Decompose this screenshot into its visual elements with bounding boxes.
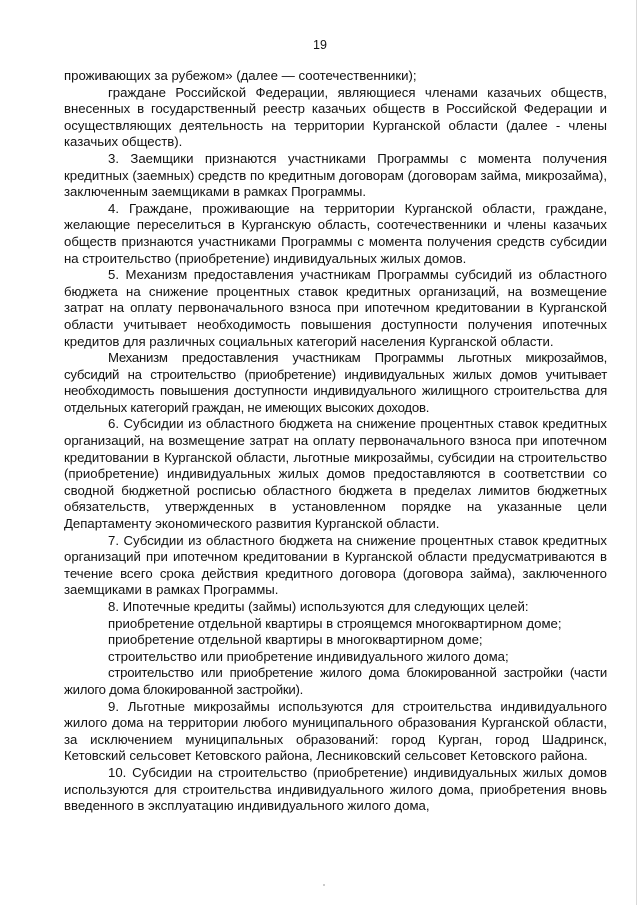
list-item-blocked-house: строительство или приобретение жилого дома блокированной застройки (части жилого дома блокированной застройки). (64, 665, 607, 697)
page-number: 19 (313, 38, 327, 52)
scan-edge-line (636, 0, 637, 905)
scan-speck (323, 884, 325, 886)
paragraph-compatriots-end: проживающих за рубежом» (далее — соотечественники); (64, 68, 417, 83)
paragraph-8-mortgage-purposes: 8. Ипотечные кредиты (займы) используются для следующих целей: (108, 599, 529, 614)
paragraph-3-borrowers: 3. Заемщики признаются участниками Программы с момента получения кредитных (заемных) средств по кредитным договорам (договорам займа, микрозайма), заключенным заемщиками в рамках Программы. (64, 150, 607, 200)
paragraph-7-subsidies-term: 7. Субсидии из областного бюджета на снижение процентных ставок кредитных организаций при ипотечном кредитовании в Курганской области предусматриваются в течение всего срока действия кредитного договора (договора займа), заключенного заемщиками в рамках Программы. (64, 532, 607, 598)
paragraph-6-subsidies: 6. Субсидии из областного бюджета на снижение процентных ставок кредитных организаций, на возмещение затрат на оплату первоначального взноса при ипотечном кредитовании в Курганской области, льготные микрозаймы, субсидии на строительство (приобретение) индивидуальных жилых домов предоставляются в соответствии со сводной бюджетной росписью областного бюджета в пределах лимитов бюджетных обязательств, утвержденных в установленном порядке на указанные цели Департаменту экономического развития Курганской области. (64, 416, 607, 532)
paragraph-cossack-members: граждане Российской Федерации, являющиеся членами казачьих обществ, внесенных в государственный реестр казачьих обществ в Российской Федерации и осуществляющих деятельность на территории Курганской области (далее - члены казачьих обществ). (64, 84, 607, 150)
paragraph-4-citizens: 4. Граждане, проживающие на территории Курганской области, граждане, желающие переселиться в Курганскую область, соотечественники и члены казачьих обществ признаются участниками Программы с момента получения средств субсидии на строительство (приобретение) индивидуальных жилых домов. (64, 200, 607, 266)
list-item-apartment: приобретение отдельной квартиры в многоквартирном доме; (108, 632, 483, 648)
list-item-apartment-under-construction: приобретение отдельной квартиры в строящемся многоквартирном доме; (108, 615, 562, 631)
paragraph-mechanism-microloans: Механизм предоставления участникам Программы льготных микрозаймов, субсидий на строительство (приобретение) индивидуальных жилых домов учитывает необходимость повышения доступности индивидуального жилищного строительства для отдельных категорий граждан, не имеющих высоких доходов. (64, 350, 607, 415)
list-item-individual-house: строительство или приобретение индивидуального жилого дома; (108, 648, 509, 664)
paragraph-5-mechanism: 5. Механизм предоставления участникам Программы субсидий из областного бюджета на снижение процентных ставок кредитных организаций, на возмещение затрат на оплату первоначального взноса при ипотечном кредитовании в Курганской области учитывает необходимость повышения доступности получения ипотечных кредитов для различных социальных категорий населения Курганской области. (64, 267, 607, 349)
paragraph-9-microloans: 9. Льготные микрозаймы используются для строительства индивидуального жилого дома на территории любого муниципального образования Курганской области, за исключением муниципальных образований: город Курган, город Шадринск, Кетовский сельсовет Кетовского района, Лесниковский сельсовет Кетовского района. (64, 698, 607, 764)
paragraph-10-subsidies-use: 10. Субсидии на строительство (приобретение) индивидуальных жилых домов используются для строительства индивидуального жилого дома, приобретения вновь введенного в эксплуатацию индивидуального жилого дома, (64, 764, 607, 814)
document-body (64, 68, 607, 815)
